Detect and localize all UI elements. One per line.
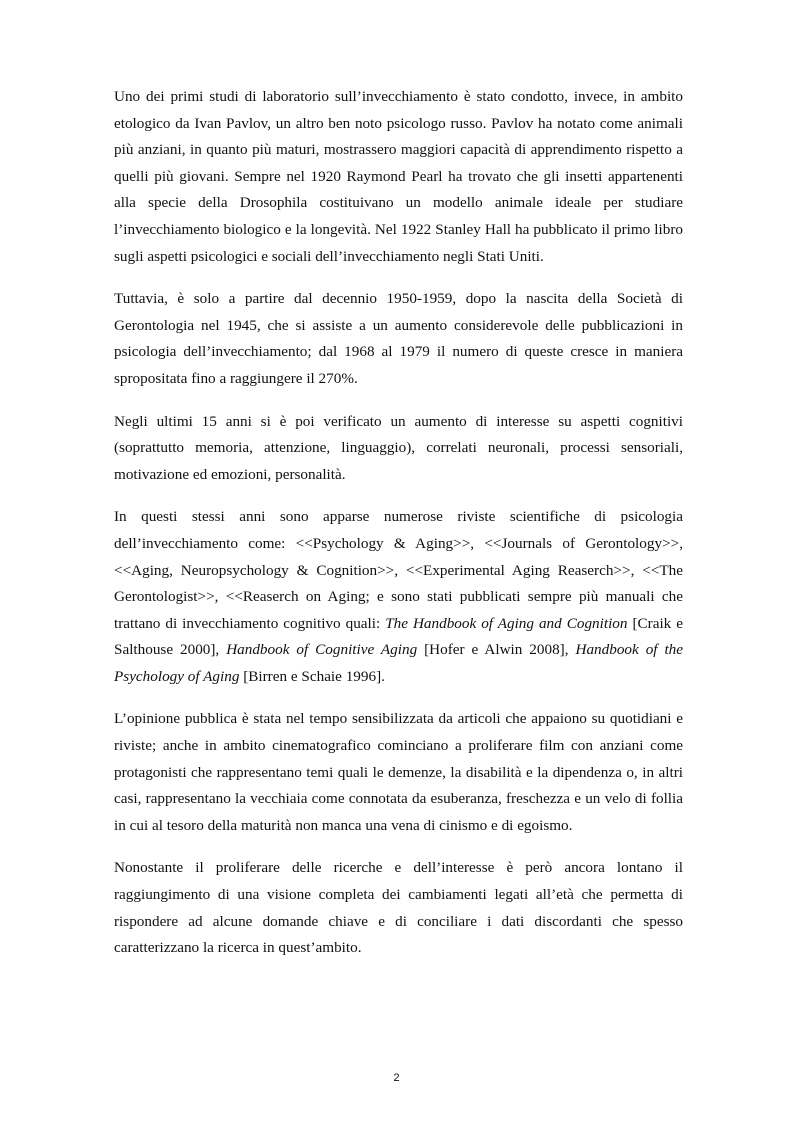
paragraph-6-text: Nonostante il proliferare delle ricerche e dell’interesse è però ancora lontano il raggiungimento di una visione completa dei cambiamenti legati all’età che permetta di rispondere ad alcune domande chiave e di conciliare i dati discordanti che spesso caratterizzano la ricerca in quest’ambito. [114, 859, 683, 957]
paragraph-3 [114, 409, 683, 489]
book-title-handbook-psychology-aging: Handbook of the Psychology of Aging [114, 641, 684, 685]
book-title-handbook-aging-cognition: The Handbook of Aging and Cognition [385, 614, 628, 632]
paragraph-2-text: Tuttavia, è solo a partire dal decennio 1950-1959, dopo la nascita della Società di Gerontologia nel 1945, che si assiste a un aumento considerevole delle pubblicazioni in psicologia dell’invecchiamento; dal 1968 al 1979 il numero di queste cresce in maniera spropositata fino a raggiungere il 270%. [114, 290, 683, 387]
paragraph-4-text: In questi stessi anni sono apparse numerose riviste scientifiche di psicologia dell’invecchiamento come: <<Psychology & Aging>>, <<Journals of Gerontology>>, <<Aging, Neuropsychology & Cognition>>, <<Experimental Aging Reaserch>>, <<The Gerontologist>>, <<Reaserch on Aging; e sono stati pubblicati sempre più manuali che trattano di invecchiamento cognitivo quali: [114, 508, 683, 632]
paragraph-5-text: L’opinione pubblica è stata nel tempo sensibilizzata da articoli che appaiono su quotidiani e riviste; anche in ambito cinematografico cominciano a proliferare film con anziani come protagonisti che rappresentano temi quali le demenze, la disabilità e la dipendenza o, in altri casi, rappresentano la vecchiaia come connotata da esuberanza, freschezza e un velo di follia in cui al tesoro della maturità non manca una vena di cinismo e di egoismo. [114, 710, 683, 834]
citation-birren-schaie: [Birren e Schaie 1996]. [239, 667, 385, 685]
document-body [114, 84, 683, 978]
paragraph-4 [114, 504, 683, 690]
citation-craik-salthouse: [Craik e Salthouse 2000], [114, 614, 683, 659]
book-title-handbook-cognitive-aging: Handbook of Cognitive Aging [226, 641, 418, 659]
paragraph-6 [114, 855, 683, 961]
paragraph-2 [114, 286, 683, 392]
paragraph-3-text: Negli ultimi 15 anni si è poi verificato un aumento di interesse su aspetti cognitivi (soprattutto memoria, attenzione, linguaggio), correlati neuronali, processi sensoriali, motivazione ed emozioni, personalità. [114, 412, 683, 483]
citation-hofer-alwin: [Hofer e Alwin 2008], [417, 641, 576, 659]
page-number: 2 [393, 1072, 400, 1084]
paragraph-5 [114, 706, 683, 839]
paragraph-1 [114, 84, 683, 270]
paragraph-1-text: Uno dei primi studi di laboratorio sull’invecchiamento è stato condotto, invece, in ambito etologico da Ivan Pavlov, un altro ben noto psicologo russo. Pavlov ha notato come animali più anziani, in quanto più maturi, mostrassero maggiori capacità di apprendimento rispetto a quelli più giovani. Sempre nel 1920 Raymond Pearl ha trovato che gli insetti appartenenti alla specie della Drosophila costituivano un modello animale ideale per studiare l’invecchiamento biologico e la longevità. Nel 1922 Stanley Hall ha pubblicato il primo libro sugli aspetti psicologici e sociali dell’invecchiamento negli Stati Uniti. [114, 88, 683, 265]
